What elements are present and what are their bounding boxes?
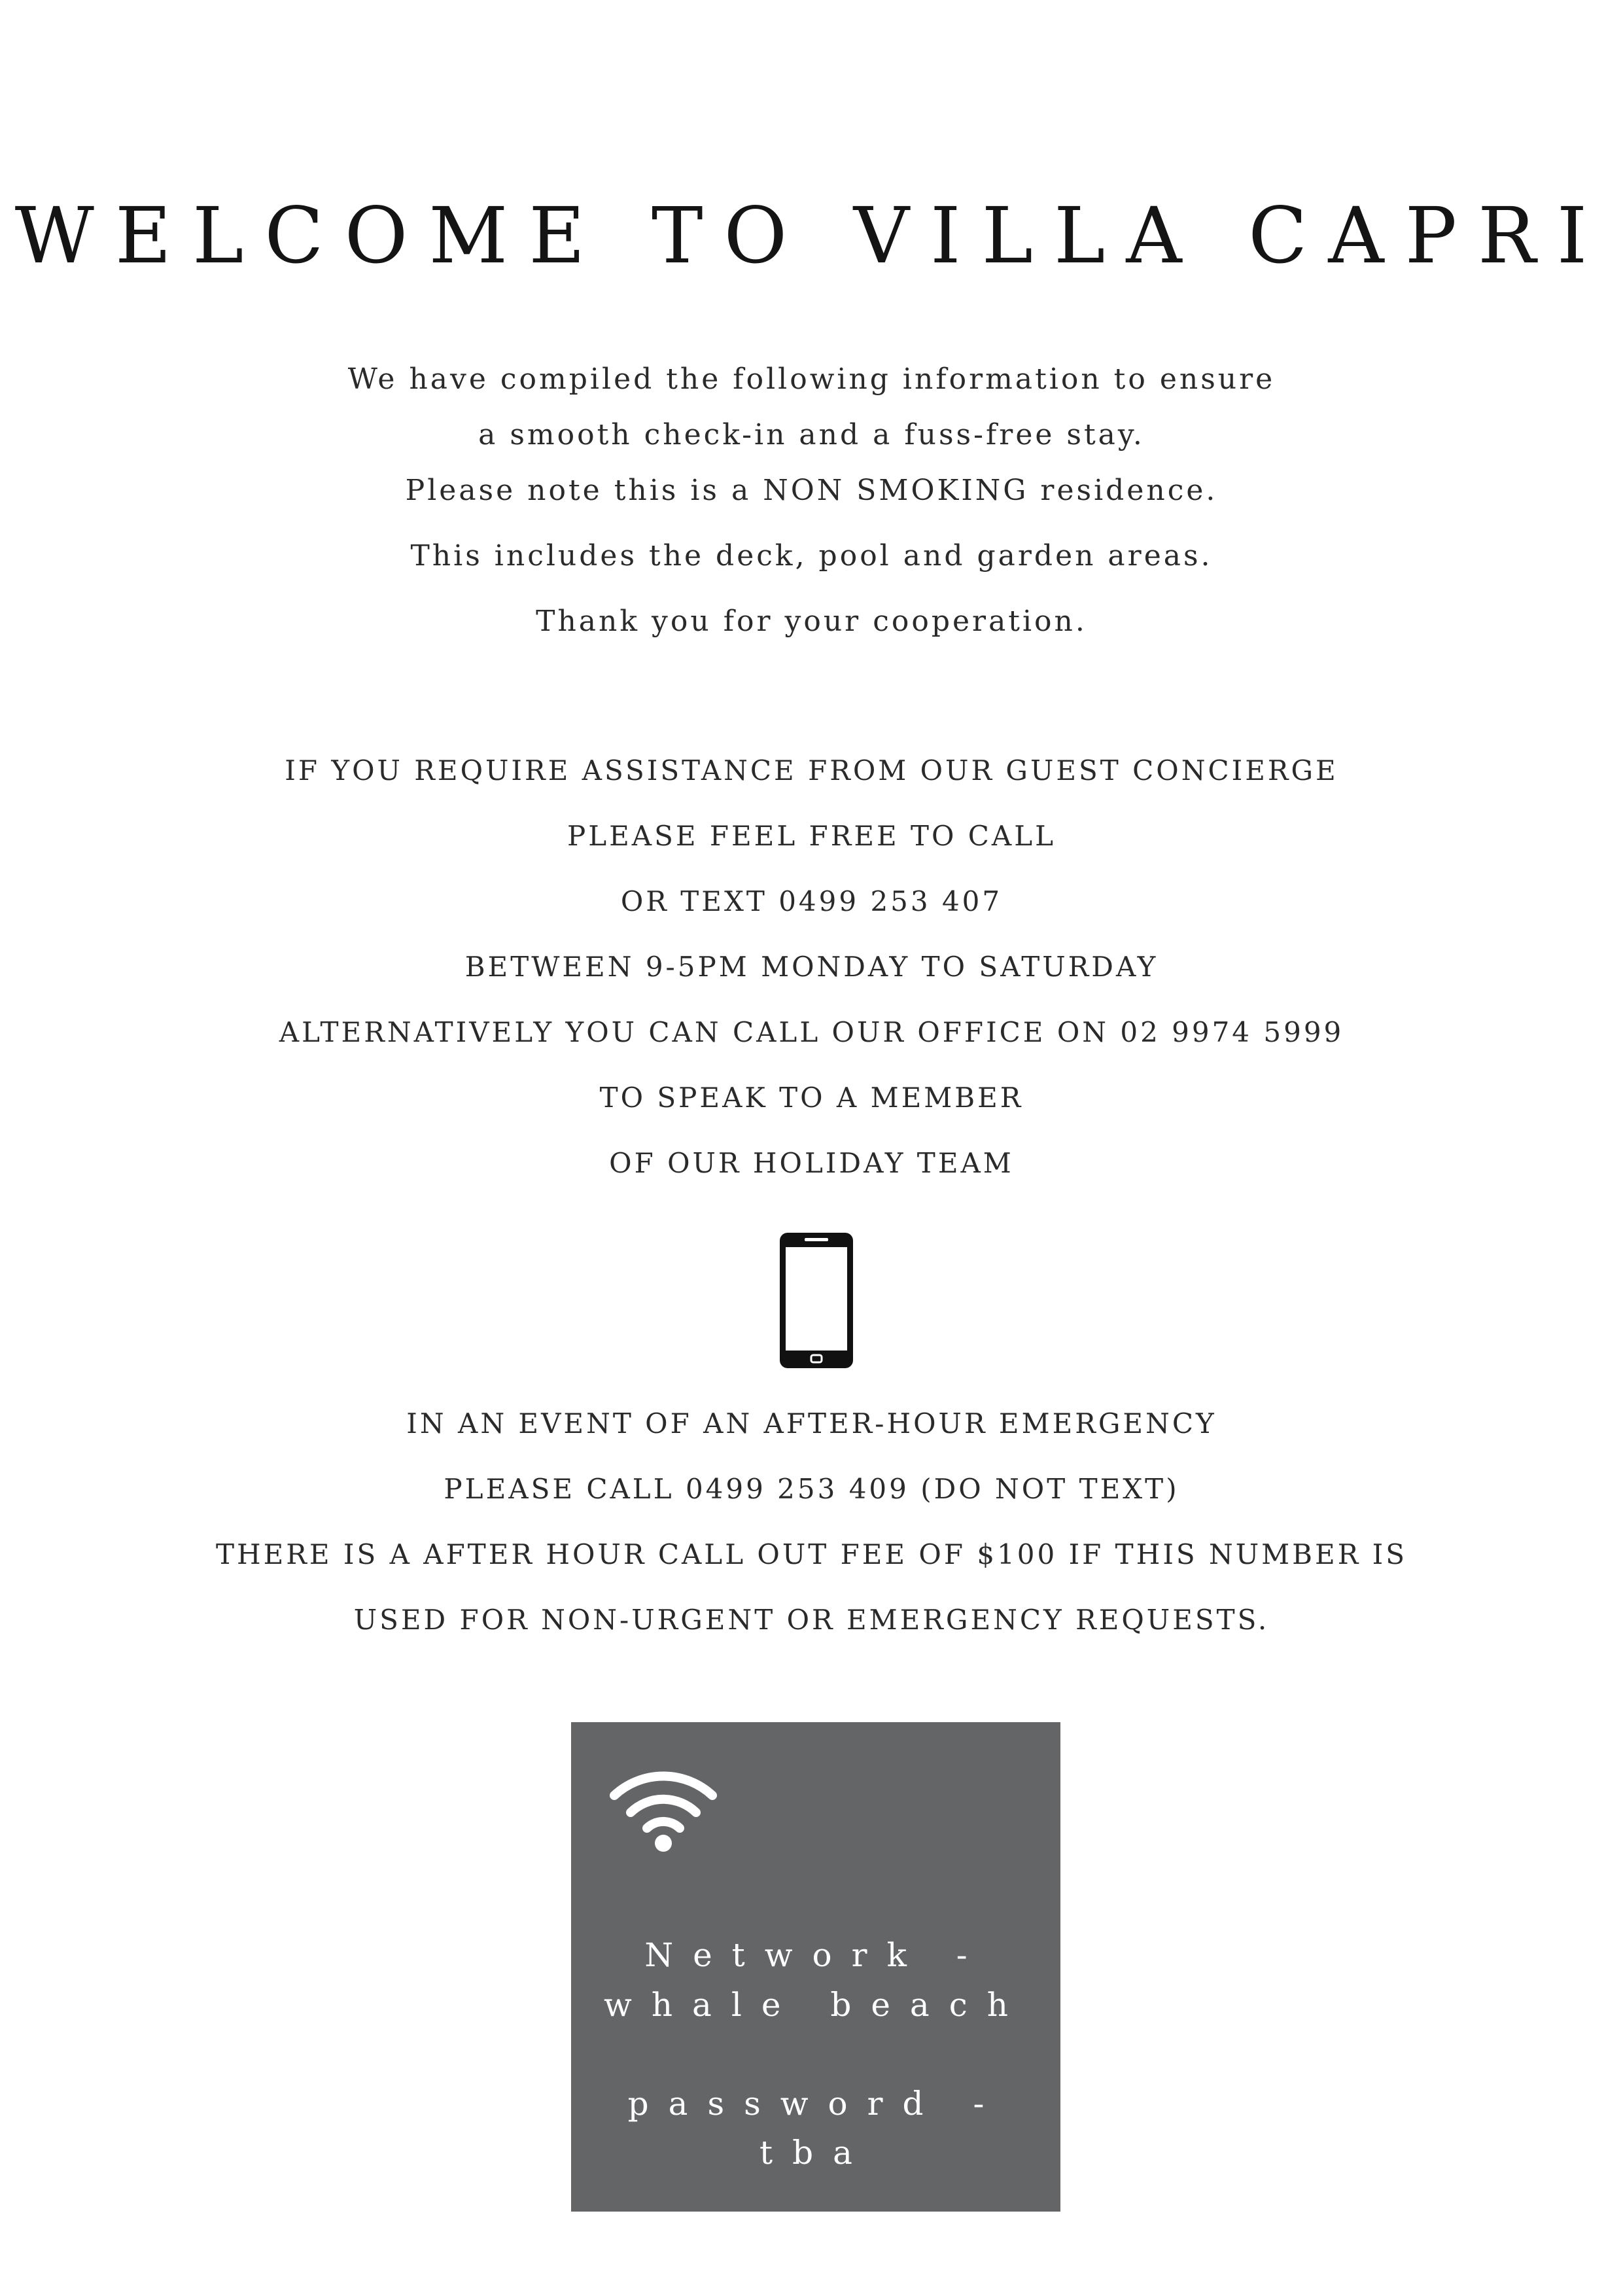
concierge-line: OF OUR HOLIDAY TEAM — [609, 1147, 1014, 1179]
page-title: WELCOME TO VILLA CAPRI — [14, 190, 1609, 281]
wifi-password-label: password - — [627, 2085, 1004, 2123]
emergency-line: IN AN EVENT OF AN AFTER-HOUR EMERGENCY — [406, 1407, 1217, 1439]
intro-line: We have compiled the following information to ensure — [347, 362, 1276, 396]
wifi-password-value: tba — [759, 2134, 872, 2172]
concierge-line: ALTERNATIVELY YOU CAN CALL OUR OFFICE ON 02 9974 5999 — [279, 1016, 1344, 1048]
wifi-network-name: whale beach — [604, 1986, 1028, 2024]
intro-line: a smooth check-in and a fuss-free stay. — [478, 418, 1145, 451]
mobile-phone-icon — [777, 1230, 856, 1371]
concierge-line: BETWEEN 9-5PM MONDAY TO SATURDAY — [464, 951, 1159, 983]
concierge-line: PLEASE FEEL FREE TO CALL — [567, 820, 1056, 852]
emergency-line: PLEASE CALL 0499 253 409 (DO NOT TEXT) — [444, 1473, 1179, 1505]
emergency-line: USED FOR NON-URGENT OR EMERGENCY REQUESTS. — [353, 1604, 1270, 1636]
intro-line: Please note this is a NON SMOKING residence. — [405, 474, 1218, 507]
concierge-line: OR TEXT 0499 253 407 — [620, 885, 1003, 917]
wifi-info-panel — [571, 1722, 1060, 2212]
concierge-line: TO SPEAK TO A MEMBER — [599, 1082, 1024, 1114]
wifi-icon — [608, 1761, 719, 1853]
concierge-line: IF YOU REQUIRE ASSISTANCE FROM OUR GUEST CONCIERGE — [285, 754, 1338, 786]
intro-line: Thank you for your cooperation. — [536, 605, 1087, 638]
wifi-network-label: Network - — [644, 1936, 987, 1974]
emergency-line: THERE IS A AFTER HOUR CALL OUT FEE OF $100 IF THIS NUMBER IS — [215, 1538, 1408, 1570]
intro-line: This includes the deck, pool and garden areas. — [410, 539, 1213, 573]
